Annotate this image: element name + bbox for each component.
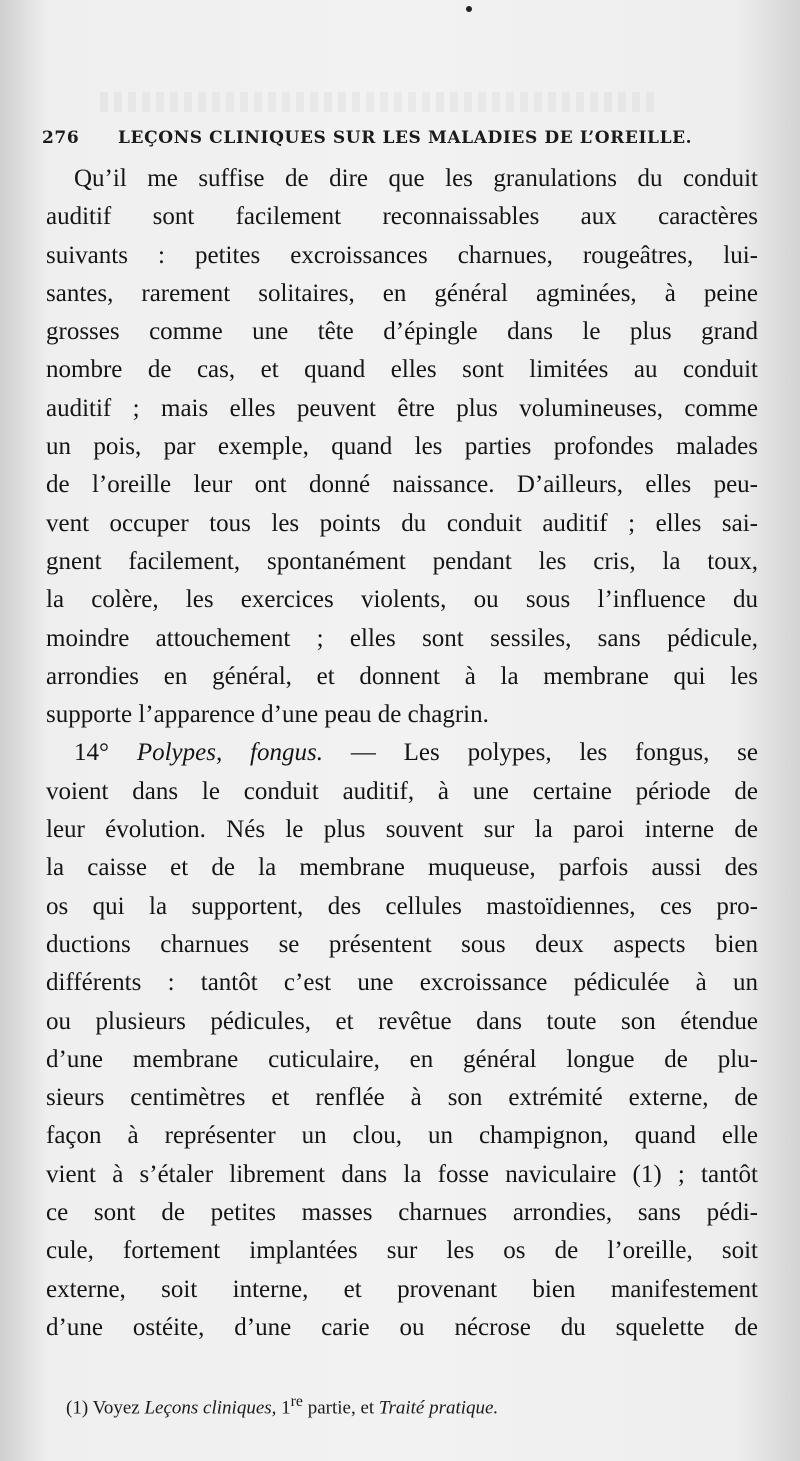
text-line: supporte l’apparence d’une peau de chagrin. bbox=[46, 701, 489, 729]
text-line: d’une membrane cuticulaire, en général longue de plu- bbox=[46, 1045, 758, 1073]
text-line: os qui la supportent, des cellules mastoïdiennes, ces pro- bbox=[46, 892, 758, 920]
text-line: nombre de cas, et quand elles sont limitées au conduit bbox=[46, 356, 758, 384]
footnote-text: Voyez bbox=[92, 1397, 140, 1419]
text-line: Qu’il me suffise de dire que les granulations du conduit bbox=[74, 165, 758, 192]
text-line: voient dans le conduit auditif, à une certaine période de bbox=[46, 777, 758, 805]
text-line: santes, rarement solitaires, en général agminées, à peine bbox=[46, 279, 758, 307]
text-line: la caisse et de la membrane muqueuse, parfois aussi des bbox=[46, 854, 758, 882]
text-line: ductions charnues se présentent sous deux aspects bien bbox=[46, 930, 758, 958]
text-line: un pois, par exemple, quand les parties profondes malades bbox=[46, 433, 758, 461]
text-line: ce sont de petites masses charnues arrondies, sans pédi- bbox=[46, 1199, 758, 1227]
text-line: gnent facilement, spontanément pendant les cris, la toux, bbox=[46, 547, 758, 575]
text-line: cule, fortement implantées sur les os de l’oreille, soit bbox=[46, 1237, 758, 1265]
ink-speck bbox=[466, 6, 472, 12]
text-line: vent occuper tous les points du conduit auditif ; elles sai- bbox=[46, 509, 758, 537]
text-line: d’une ostéite, d’une carie ou nécrose du squelette de bbox=[46, 1313, 758, 1341]
footnote-text: partie, et bbox=[307, 1397, 375, 1419]
page-number: 276 bbox=[42, 128, 80, 148]
show-through-bleed bbox=[100, 92, 660, 112]
section-heading-italic: Polypes, fongus. bbox=[136, 739, 351, 767]
footnote-title-traite: Traité pratique. bbox=[378, 1397, 499, 1419]
text-line: vient à s’étaler librement dans la fosse naviculaire (1) ; tantôt bbox=[46, 1160, 758, 1188]
footnote-part-superscript: re bbox=[290, 1393, 303, 1410]
body-text bbox=[46, 160, 758, 1347]
text-line: 14° Polypes, fongus. — Les polypes, les fongus, se bbox=[74, 739, 758, 767]
text-line: leur évolution. Nés le plus souvent sur la paroi interne de bbox=[46, 816, 758, 844]
footnote-part-number: 1 bbox=[281, 1397, 291, 1419]
text-line: auditif sont facilement reconnaissables aux caractères bbox=[46, 203, 758, 231]
text-line: suivants : petites excroissances charnues, rougeâtres, lui- bbox=[46, 241, 758, 269]
text-line: moindre attouchement ; elles sont sessiles, sans pédicule, bbox=[46, 624, 758, 652]
footnote-title-lecons: Leçons cliniques, bbox=[144, 1397, 277, 1419]
running-title: LEÇONS CLINIQUES SUR LES MALADIES DE L’OREILLE. bbox=[118, 128, 693, 148]
text-line: externe, soit interne, et provenant bien manifestement bbox=[46, 1275, 758, 1303]
text-line: différents : tantôt c’est une excroissance pédiculée à un bbox=[46, 969, 758, 997]
text-line: auditif ; mais elles peuvent être plus volumineuses, comme bbox=[46, 394, 758, 422]
text-line: de l’oreille leur ont donné naissance. D’ailleurs, elles peu- bbox=[46, 471, 758, 499]
text-line: façon à représenter un clou, un champignon, quand elle bbox=[46, 1122, 758, 1150]
text-line: arrondies en général, et donnent à la membrane qui les bbox=[46, 662, 758, 690]
footnote-marker: (1) bbox=[66, 1397, 89, 1419]
footnote bbox=[66, 1393, 766, 1419]
running-header bbox=[42, 128, 762, 156]
text-line: la colère, les exercices violents, ou sous l’influence du bbox=[46, 586, 758, 614]
text-line: grosses comme une tête d’épingle dans le plus grand bbox=[46, 318, 758, 346]
text-line: sieurs centimètres et renflée à son extrémité externe, de bbox=[46, 1084, 758, 1112]
text-line: ou plusieurs pédicules, et revêtue dans toute son étendue bbox=[46, 1007, 758, 1035]
